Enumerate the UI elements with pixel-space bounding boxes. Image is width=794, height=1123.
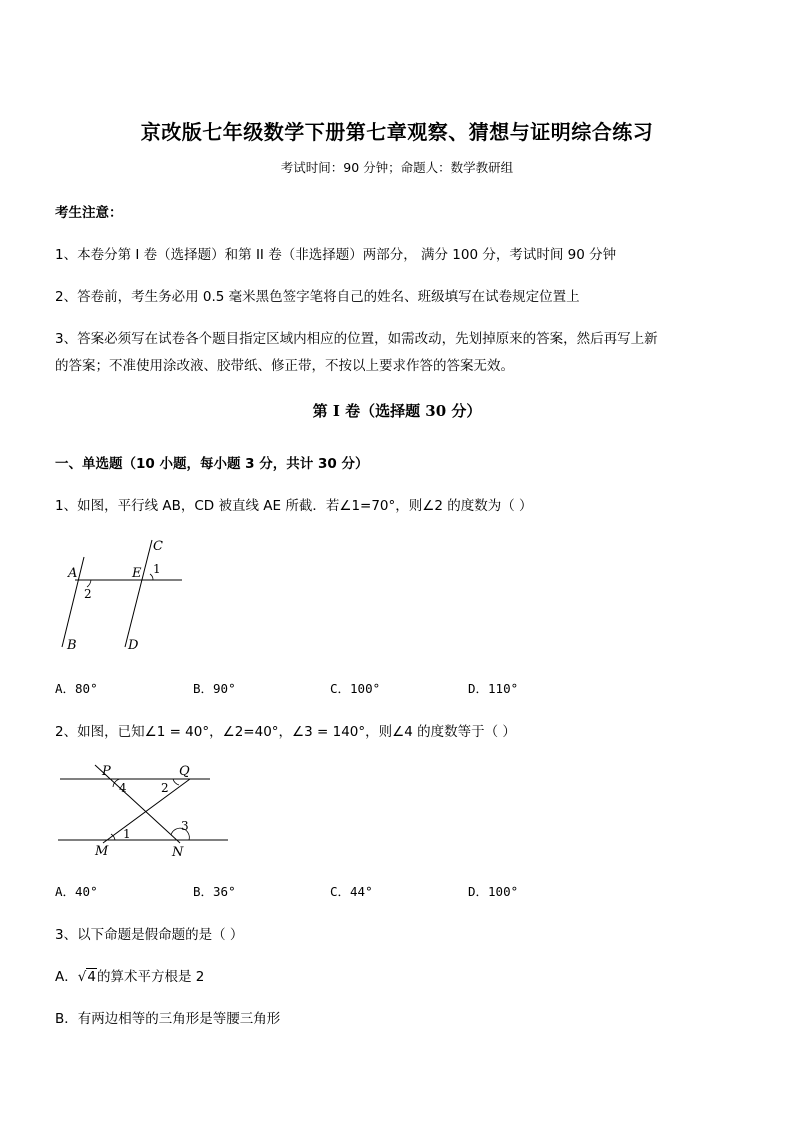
question-2-option-c[interactable]: C．44° [330, 884, 373, 899]
notice-item: 1、本卷分第 I 卷（选择题）和第 II 卷（非选择题）两部分， 满分 100 分，考试时间 90 分钟 [55, 247, 617, 263]
question-3-option-b[interactable]: B．有两边相等的三角形是等腰三角形 [55, 1011, 281, 1027]
question-1-stem: 1、如图，平行线 AB，CD 被直线 AE 所截．若∠1=70°，则∠2 的度数为（ ） [55, 498, 533, 514]
line-cd [125, 540, 152, 647]
sqrt-radicand: 4 [87, 969, 96, 985]
question-1-option-c[interactable]: C．100° [330, 681, 381, 696]
page-title: 京改版七年级数学下册第七章观察、猜想与证明综合练习 [140, 120, 654, 144]
question-3-option-a[interactable] [55, 965, 204, 985]
question-1-option-d[interactable]: D．110° [468, 681, 519, 696]
question-1-option-a[interactable]: A．80° [55, 681, 98, 696]
option-text: 的算术平方根是 2 [96, 969, 205, 985]
line-qm [103, 779, 190, 843]
question-3-stem: 3、以下命题是假命题的是（ ） [55, 927, 244, 943]
question-2-option-a[interactable]: A．40° [55, 884, 98, 899]
label-d: D [128, 638, 139, 653]
angle-2-arc [173, 779, 179, 785]
question-2-option-d[interactable]: D．100° [468, 884, 519, 899]
section-title: 第 I 卷（选择题 30 分） [312, 402, 482, 420]
label-b: B [67, 638, 77, 653]
angle-2-arc [87, 580, 91, 587]
option-prefix: A． [55, 969, 78, 985]
label-a: A [68, 566, 78, 581]
question-1-figure [55, 535, 190, 655]
question-2-figure [55, 755, 235, 865]
label-c: C [153, 539, 163, 554]
question-1-option-b[interactable]: B．90° [193, 681, 236, 696]
notice-heading: 考生注意： [55, 205, 123, 221]
label-angle-4: 4 [119, 781, 127, 795]
page-subtitle: 考试时间：90 分钟；命题人：数学教研组 [280, 160, 514, 175]
label-q: Q [179, 764, 190, 779]
label-angle-2: 2 [161, 781, 169, 795]
label-e: E [132, 566, 142, 581]
label-p: P [102, 764, 111, 779]
notice-item: 3、答案必须写在试卷各个题目指定区域内相应的位置，如需改动，先划掉原来的答案，然后再写上新 [55, 331, 658, 347]
question-2-option-b[interactable]: B．36° [193, 884, 236, 899]
part-heading: 一、单选题（10 小题，每小题 3 分，共计 30 分） [55, 456, 369, 472]
label-angle-2: 2 [84, 587, 92, 601]
label-angle-1: 1 [123, 827, 131, 841]
question-2-stem: 2、如图，已知∠1 = 40°，∠2=40°，∠3 = 140°，则∠4 的度数等于（ ） [55, 724, 516, 740]
label-angle-1: 1 [153, 562, 161, 576]
label-m: M [95, 844, 109, 859]
notice-item: 2、答卷前，考生务必用 0.5 毫米黑色签字笔将自己的姓名、班级填写在试卷规定位置上 [55, 289, 580, 305]
label-angle-3: 3 [181, 819, 189, 833]
label-n: N [172, 845, 184, 860]
sqrt-symbol: √4 [77, 969, 96, 985]
notice-item: 的答案；不准使用涂改液、胶带纸、修正带，不按以上要求作答的答案无效。 [55, 358, 514, 374]
